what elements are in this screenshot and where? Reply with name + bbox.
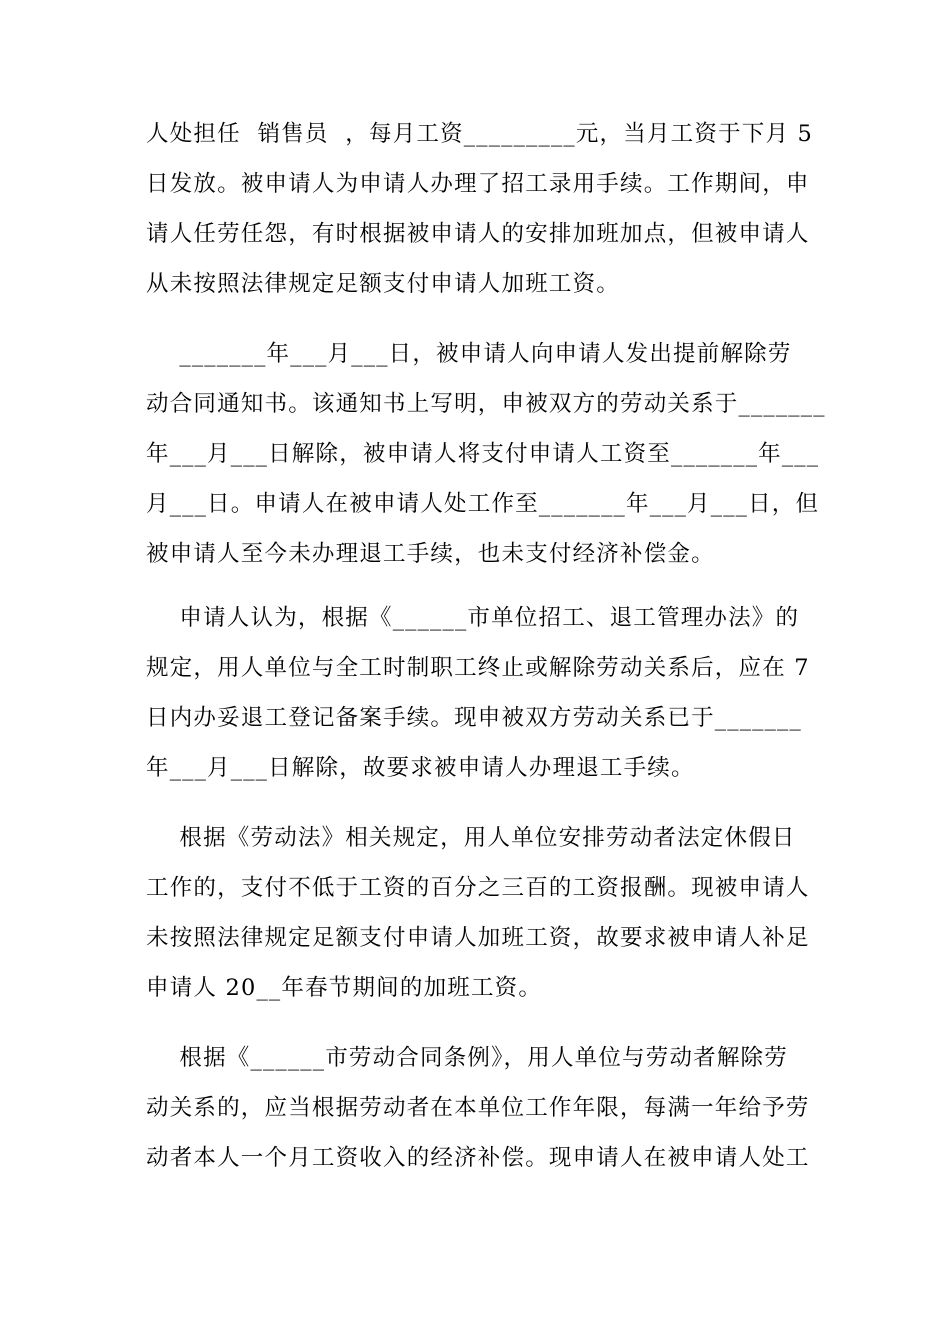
text-line: 规定，用人单位与全工时制职工终止或解除劳动关系后，应在 7 <box>146 655 810 681</box>
text-line: 请人任劳任怨，有时根据被申请人的安排加班加点，但被申请人 <box>146 221 810 247</box>
text-line: 未按照法律规定足额支付申请人加班工资，故要求被申请人补足 <box>146 925 810 951</box>
text-line: 申请人认为，根据《______市单位招工、退工管理办法》的 <box>146 605 800 631</box>
text-line: 动关系的，应当根据劳动者在本单位工作年限，每满一年给予劳 <box>146 1095 810 1121</box>
text-line: 根据《______市劳动合同条例》，用人单位与劳动者解除劳 <box>146 1045 788 1071</box>
text-line: 根据《劳动法》相关规定，用人单位安排劳动者法定休假日 <box>146 825 796 851</box>
text-line: _______年___月___日，被申请人向申请人发出提前解除劳 <box>146 341 792 367</box>
text-line: 日发放。被申请人为申请人办理了招工录用手续。工作期间，申 <box>146 171 810 197</box>
text-line: 从未按照法律规定足额支付申请人加班工资。 <box>146 271 621 297</box>
text-line: 工作的，支付不低于工资的百分之三百的工资报酬。现被申请人 <box>146 875 810 901</box>
text-line: 动合同通知书。该通知书上写明，申被双方的劳动关系于_______ <box>146 391 826 417</box>
text-line: 申请人 20__年春节期间的加班工资。 <box>146 975 543 1001</box>
text-line: 年___月___日解除，故要求被申请人办理退工手续。 <box>146 755 695 781</box>
text-line: 被申请人至今未办理退工手续，也未支付经济补偿金。 <box>146 541 715 567</box>
text-line: 动者本人一个月工资收入的经济补偿。现申请人在被申请人处工 <box>146 1145 810 1171</box>
text-line: 人处担任 销售员 ，每月工资_________元，当月工资于下月 5 <box>146 121 814 147</box>
text-line: 日内办妥退工登记备案手续。现申被双方劳动关系已于_______ <box>146 705 802 731</box>
text-line: 月___日。申请人在被申请人处工作至_______年___月___日，但 <box>146 491 820 517</box>
text-line: 年___月___日解除，被申请人将支付申请人工资至_______年___ <box>146 441 820 467</box>
